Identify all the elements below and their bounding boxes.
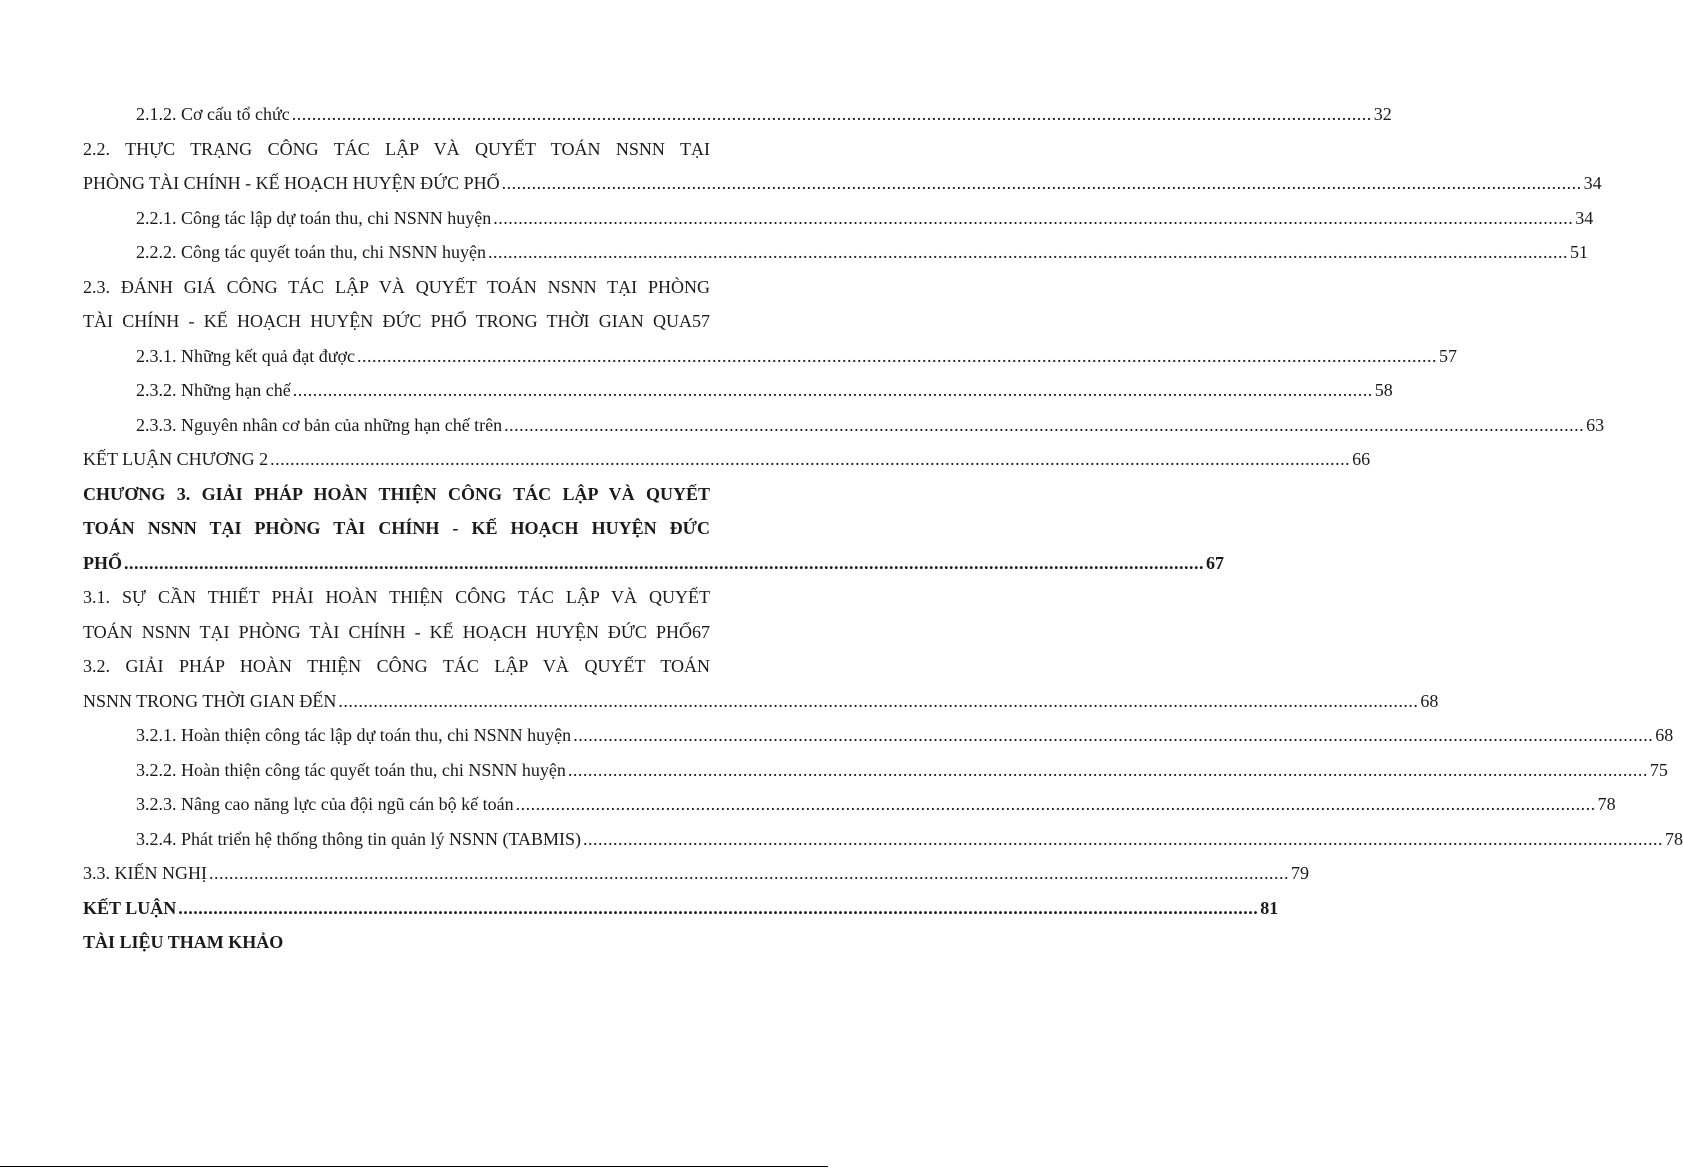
toc-entry[interactable] — [83, 753, 1668, 788]
toc-entry-title: 3.2.2. Hoàn thiện công tác quyết toán thu, chi NSNN huyện — [136, 759, 566, 780]
toc-entry[interactable] — [83, 339, 1457, 374]
toc-page-number: 68 — [1420, 690, 1439, 711]
toc-entry-title: 2.2.1. Công tác lập dự toán thu, chi NSNN huyện — [136, 207, 492, 228]
leader-dots — [338, 684, 1418, 719]
toc-entry[interactable] — [83, 201, 1594, 236]
leader-dots — [178, 891, 1258, 926]
toc-entry-title-line[interactable]: 2.2. THỰC TRẠNG CÔNG TÁC LẬP VÀ QUYẾT TOÁN NSNN TẠI — [83, 138, 710, 159]
table-of-contents — [83, 97, 1683, 960]
page-bottom-rule — [0, 1166, 828, 1167]
toc-entry-references[interactable]: TÀI LIỆU THAM KHẢO — [83, 932, 284, 952]
toc-entry-title: 2.3.2. Những hạn chế — [136, 380, 291, 400]
leader-dots — [504, 408, 1584, 443]
toc-page-number: 66 — [1352, 449, 1371, 469]
toc-entry-title-line[interactable]: TÀI CHÍNH - KẾ HOẠCH HUYỆN ĐỨC PHỔ TRONG THỜI GIAN QUA57 — [83, 311, 710, 331]
toc-entry[interactable] — [83, 718, 1674, 753]
leader-dots — [573, 718, 1653, 753]
toc-entry[interactable] — [83, 891, 1279, 926]
toc-entry[interactable] — [83, 408, 1605, 443]
leader-dots — [502, 166, 1582, 201]
leader-dots — [292, 97, 1372, 132]
toc-entry-title-line[interactable]: TOÁN NSNN TẠI PHÒNG TÀI CHÍNH - KẾ HOẠCH HUYỆN ĐỨC PHỔ67 — [83, 621, 710, 642]
toc-entry-title: 3.3. KIẾN NGHỊ — [83, 863, 207, 883]
toc-page-number: 68 — [1655, 725, 1674, 745]
toc-page-number: 57 — [1439, 345, 1457, 366]
toc-chapter-title-line[interactable]: TOÁN NSNN TẠI PHÒNG TÀI CHÍNH - KẾ HOẠCH HUYỆN ĐỨC — [83, 518, 710, 538]
toc-entry-title: 2.2.2. Công tác quyết toán thu, chi NSNN huyện — [136, 242, 486, 262]
toc-entry[interactable] — [83, 97, 1392, 132]
toc-entry-title-line[interactable]: 2.3. ĐÁNH GIÁ CÔNG TÁC LẬP VÀ QUYẾT TOÁN NSNN TẠI PHÒNG — [83, 276, 710, 297]
toc-entry-title: 2.3.3. Nguyên nhân cơ bản của những hạn chế trên — [136, 414, 503, 435]
toc-page-number: 63 — [1586, 414, 1605, 435]
toc-entry-title: KẾT LUẬN CHƯƠNG 2 — [83, 449, 269, 469]
toc-entry[interactable] — [83, 856, 1309, 891]
toc-entry-title-line[interactable]: 3.2. GIẢI PHÁP HOÀN THIỆN CÔNG TÁC LẬP VÀ QUYẾT TOÁN — [83, 656, 710, 676]
leader-dots — [293, 373, 1373, 408]
toc-entry[interactable] — [83, 684, 1439, 719]
toc-page-number: 81 — [1260, 897, 1279, 918]
leader-dots — [124, 546, 1204, 581]
leader-dots — [357, 339, 1437, 374]
toc-entry-title: 2.1.2. Cơ cấu tổ chức — [136, 104, 290, 124]
toc-page-number: 78 — [1665, 828, 1683, 849]
leader-dots — [493, 201, 1573, 236]
toc-entry-title: PHỔ — [83, 552, 122, 573]
toc-entry-title: 3.2.1. Hoàn thiện công tác lập dự toán thu, chi NSNN huyện — [136, 725, 572, 745]
toc-entry-title: PHÒNG TÀI CHÍNH - KẾ HOẠCH HUYỆN ĐỨC PHỔ — [83, 173, 500, 193]
toc-entry[interactable] — [83, 373, 1393, 408]
leader-dots — [583, 822, 1663, 857]
toc-entry-title: KẾT LUẬN — [83, 897, 177, 918]
toc-chapter-title-line[interactable]: CHƯƠNG 3. GIẢI PHÁP HOÀN THIỆN CÔNG TÁC LẬP VÀ QUYẾT — [83, 483, 710, 504]
leader-dots — [270, 442, 1350, 477]
toc-chapter-entry[interactable] — [83, 546, 1224, 581]
toc-page-number: 32 — [1373, 104, 1392, 124]
toc-entry[interactable] — [83, 166, 1602, 201]
toc-entry[interactable] — [83, 442, 1371, 477]
toc-entry-title-line[interactable]: 3.1. SỰ CẦN THIẾT PHẢI HOÀN THIỆN CÔNG TÁC LẬP VÀ QUYẾT — [83, 587, 710, 607]
toc-page-number: 58 — [1374, 380, 1393, 400]
toc-page-number: 78 — [1597, 794, 1616, 814]
leader-dots — [516, 787, 1596, 822]
toc-page-number: 34 — [1583, 173, 1602, 193]
toc-entry[interactable] — [83, 235, 1588, 270]
leader-dots — [568, 753, 1648, 788]
toc-entry[interactable] — [83, 822, 1683, 857]
toc-page-number: 34 — [1575, 207, 1594, 228]
toc-page-number: 51 — [1569, 242, 1588, 262]
leader-dots — [488, 235, 1568, 270]
leader-dots — [209, 856, 1289, 891]
toc-entry-title: 2.3.1. Những kết quả đạt được — [136, 345, 355, 366]
toc-page-number: 79 — [1290, 863, 1309, 883]
toc-entry-title: 3.2.4. Phát triển hệ thống thông tin quản lý NSNN (TABMIS) — [136, 828, 582, 849]
toc-page-number: 75 — [1649, 759, 1668, 780]
toc-entry-title: NSNN TRONG THỜI GIAN ĐẾN — [83, 690, 337, 711]
toc-entry-title: 3.2.3. Nâng cao năng lực của đội ngũ cán bộ kế toán — [136, 794, 514, 814]
toc-entry[interactable] — [83, 787, 1616, 822]
toc-page-number: 67 — [1206, 552, 1224, 573]
